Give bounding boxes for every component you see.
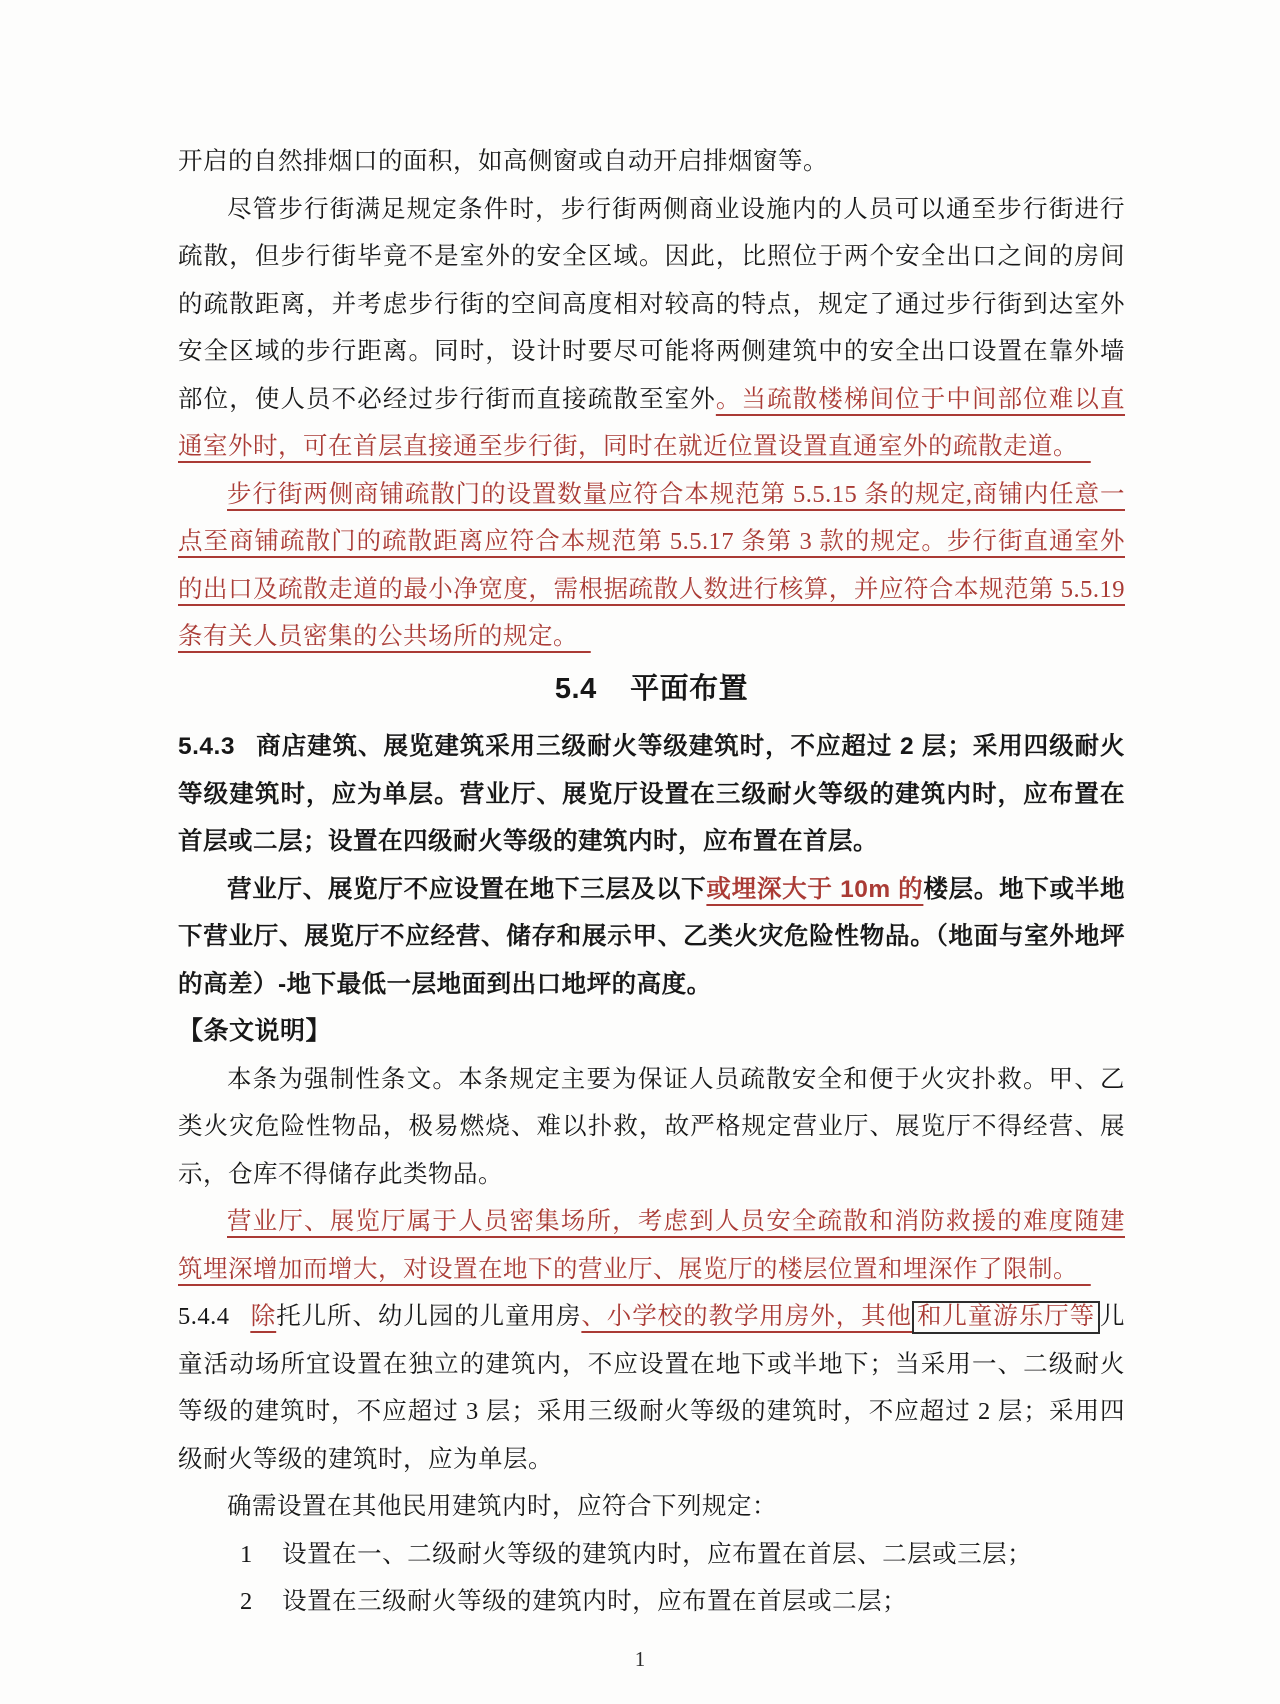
clause-544-item-2-number: 2 (240, 1588, 253, 1615)
section-heading-title: 平面布置 (630, 672, 749, 705)
page-number: 1 (634, 1647, 646, 1671)
clause-543-p2-black-1: 营业厅、展览厅不应设置在地下三层及以下 (227, 875, 707, 903)
paragraph-pedestrian-street (178, 186, 1125, 471)
paragraph-shop-exit-revision: 步行街两侧商铺疏散门的设置数量应符合本规范第 5.5.15 条的规定,商铺内任意一点至商铺疏散门的疏散距离应符合本规范第 5.5.17 条第 3 款的规定。步行街直通室外的出口及疏散走道的最小净宽度，需根据疏散人数进行核算，并应符合本规范第 5.5.19 条有关人员密集的公共场所的规定。 (178, 480, 1125, 650)
page-content (178, 138, 1125, 1626)
clause-544-item-2 (178, 1578, 1125, 1626)
clause-544-black-2: 儿童活动场所宜设置在独立的建筑内，不应设置在地下或半地下；当采用一、二级耐火等级的建筑时，不应超过 3 层；采用三级耐火等级的建筑时，不应超过 2 层；采用四级耐火等级的建筑时，应为单层。 (178, 1303, 1126, 1473)
paragraph-pedestrian-street-revision-text: 。当疏散楼梯间位于中间部位难以直通室外时，可在首层直接通至步行街，同时在就近位置设置直通室外的疏散走道。 (178, 385, 1126, 460)
clause-544-item-1 (178, 1531, 1125, 1579)
clause-544-boxed-insertion: 和儿童游乐厅等 (912, 1301, 1100, 1334)
clause-544-item-2-text: 设置在三级耐火等级的建筑内时，应布置在首层或二层； (282, 1588, 908, 1615)
clause-543-p2-revision-text: 或埋深大于 10m 的 (706, 875, 924, 903)
clause-543-paragraph-2 (178, 866, 1125, 1009)
clause-543-number: 5.4.3 (178, 733, 235, 760)
clause-544-item-1-text: 设置在一、二级耐火等级的建筑内时，应布置在首层、二层或三层； (282, 1540, 1033, 1568)
clause-544-revision-chu: 除 (250, 1303, 277, 1330)
clause-543-text: 商店建筑、展览建筑采用三级耐火等级建筑时，不应超过 2 层；采用四级耐火等级建筑时，应为单层。营业厅、展览厅设置在三级耐火等级的建筑内时，应布置在首层或二层；设置在四级耐火等级的建筑内时，应布置在首层。 (178, 733, 1125, 855)
clause-544-paragraph-1 (178, 1293, 1125, 1483)
section-heading-number: 5.4 (554, 672, 597, 705)
explanation-paragraph: 本条为强制性条文。本条规定主要为保证人员疏散安全和便于火灾扑救。甲、乙类火灾危险性物品，极易燃烧、难以扑救，故严格规定营业厅、展览厅不得经营、展示，仓库不得储存此类物品。 (178, 1065, 1125, 1188)
paragraph-smoke-vent: 开启的自然排烟口的面积，如高侧窗或自动开启排烟窗等。 (178, 148, 828, 175)
clause-544-revision-text: 、小学校的教学用房外，其他 (581, 1303, 912, 1330)
paragraph-pedestrian-street-black-text: 尽管步行街满足规定条件时，步行街两侧商业设施内的人员可以通至步行街进行疏散，但步行街毕竟不是室外的安全区域。因此，比照位于两个安全出口之间的房间的疏散距离，并考虑步行街的空间高度相对较高的特点，规定了通过步行街到达室外安全区域的步行距离。同时，设计时要尽可能将两侧建筑中的安全出口设置在靠外墙部位，使人员不必经过步行街而直接疏散至室外 (178, 195, 1125, 413)
clause-544-item-1-number: 1 (240, 1540, 253, 1568)
clause-544-black-1: 托儿所、幼儿园的儿童用房 (276, 1303, 582, 1330)
explanation-label: 【条文说明】 (178, 1017, 332, 1045)
clause-543-paragraph-1 (178, 723, 1125, 866)
section-heading (178, 666, 1125, 714)
clause-543-p2-black-2: 楼层。地下或半地下营业厅、展览厅不应经营、储存和展示甲、乙类火灾危险性物品。（地面与室外地坪的高差）-地下最低一层地面到出口地坪的高度。 (178, 875, 1126, 998)
clause-544-paragraph-2: 确需设置在其他民用建筑内时，应符合下列规定： (227, 1493, 777, 1520)
clause-544-number: 5.4.4 (178, 1303, 230, 1330)
explanation-revision-paragraph: 营业厅、展览厅属于人员密集场所，考虑到人员安全疏散和消防救援的难度随建筑埋深增加而增大，对设置在地下的营业厅、展览厅的楼层位置和埋深作了限制。 (178, 1208, 1125, 1283)
